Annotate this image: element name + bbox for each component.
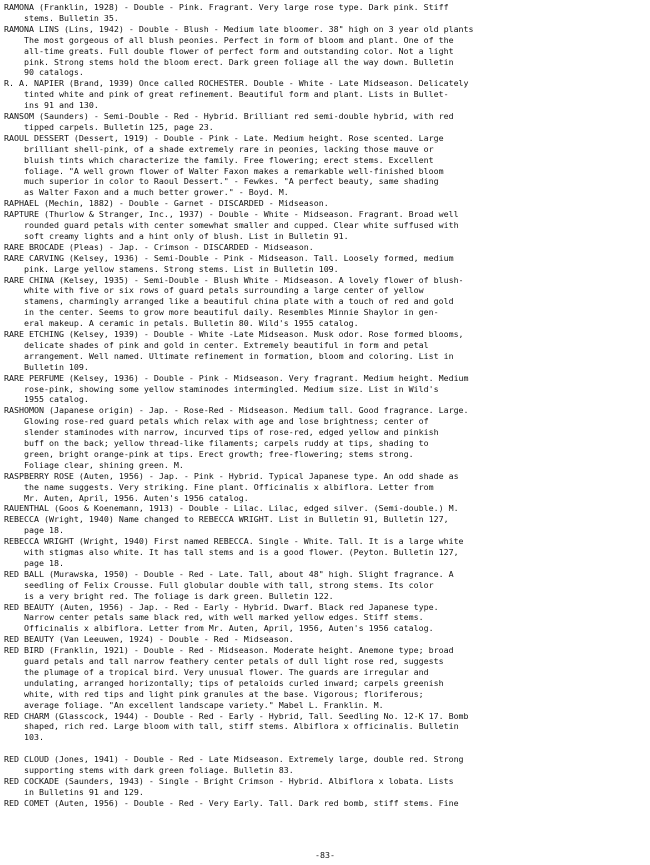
text-line: white with five or six rows of guard petals surrounding a large center of yellow [4, 285, 424, 296]
text-line: as Walter Faxon and a much better grower." - Boyd. M. [4, 187, 289, 198]
text-line: RASPBERRY ROSE (Auten, 1956) - Jap. - Pink - Hybrid. Typical Japanese type. An odd shade as [4, 470, 459, 481]
text-line: white, with red tips and light pink granules at the base. Vigorous; floriferous; [4, 688, 424, 699]
text-line: RARE CHINA (Kelsey, 1935) - Semi-Double - Blush White - Midseason. A lovely flower of blush- [4, 274, 464, 285]
text-line: RED CLOUD (Jones, 1941) - Double - Red - Late Midseason. Extremely large, double red. Strong [4, 754, 464, 765]
text-line: RARE ETCHING (Kelsey, 1939) - Double - White -Late Midseason. Musk odor. Rose formed blooms, [4, 329, 464, 339]
text-line: 90 catalogs. [4, 67, 84, 78]
text-line: RARE PERFUME (Kelsey, 1936) - Double - Pink - Midseason. Very fragrant. Medium height. Medium [4, 372, 469, 383]
text-line: RED BALL (Murawska, 1950) - Double - Red - Late. Tall, about 48" high. Slight fragrance. A [4, 568, 454, 579]
text-line: REBECCA (Wright, 1940) Name changed to REBECCA WRIGHT. List in Bulletin 91, Bulletin 127, [4, 514, 449, 525]
text-line: in the center. Seems to grow more beautiful daily. Resembles Minnie Shaylor in gen- [4, 307, 439, 318]
text-line: slender staminodes with narrow, incurved tips of rose-red, edged yellow and pinkish [4, 427, 439, 438]
text-line: RED CHARM (Glasscock, 1944) - Double - Red - Early - Hybrid, Tall. Seedling No. 12-K 17. Bomb [4, 710, 469, 721]
text-line: RED BEAUTY (Auten, 1956) - Jap. - Red - Early - Hybrid. Dwarf. Black red Japanese type. [4, 601, 439, 612]
text-line: rounded guard petals with center somewhat smaller and cupped. Clear white suffused with [4, 220, 459, 230]
text-line: rose-pink, showing some yellow staminodes intermingled. Medium size. List in Wild's [4, 383, 439, 394]
page-number: -83- [315, 850, 335, 860]
text-line: shaped, rich red. Large bloom with tall, stiff stems. Albiflora x officinalis. Bulletin [4, 721, 459, 732]
text-line: stamens, charmingly arranged like a beautiful china plate with a touch of red and gold [4, 296, 454, 307]
text-line: tinted white and pink of great refinement. Beautiful form and plant. Lists in Bullet- [4, 89, 449, 100]
text-line: bluish tints which characterize the family. Free flowering; erect stems. Excellent [4, 154, 434, 165]
text-line: guard petals and tall narrow feathery center petals of dull light rose red, suggests [4, 656, 444, 666]
text-line: soft creamy lights and a hint only of blush. List in Bulletin 91. [4, 230, 349, 241]
text-line: RASHOMON (Japanese origin) - Jap. - Rose-Red - Midseason. Medium tall. Good fragrance. Large. [4, 405, 469, 416]
text-line: is a very bright red. The foliage is dark green. Bulletin 122. [4, 590, 334, 601]
text-line: brilliant shell-pink, of a shade extremely rare in peonies, lacking those mauve or [4, 143, 434, 154]
text-line: Glowing rose-red guard petals which relax with age and lose brightness; center of [4, 416, 429, 427]
text-line: all-time greats. Full double flower of perfect form and outstanding color. Not a light [4, 45, 454, 56]
text-line: RAUENTHAL (Goos & Koenemann, 1913) - Double - Lilac. Lilac, edged silver. (Semi-double.) M. [4, 503, 459, 514]
text-line: RANSOM (Saunders) - Semi-Double - Red - Hybrid. Brilliant red semi-double hybrid, with red [4, 111, 454, 121]
text-line: RAPTURE (Thurlow & Stranger, Inc., 1937) - Double - White - Midseason. Fragrant. Broad well [4, 209, 459, 220]
text-line: arrangement. Well named. Ultimate refinement in formation, bloom and coloring. List in [4, 350, 454, 361]
text-line: foliage. "A well grown flower of Walter Faxon makes a remarkable well-finished bloom [4, 165, 444, 176]
text-line: RED COCKADE (Saunders, 1943) - Single - Bright Crimson - Hybrid. Albiflora x lobata. Lists [4, 775, 454, 786]
text-line: in Bulletins 91 and 129. [4, 786, 144, 797]
text-line: average foliage. "An excellent landscape variety." Mabel L. Franklin. M. [4, 699, 384, 710]
text-line: RAMONA (Franklin, 1928) - Double - Pink. Fragrant. Very large rose type. Dark pink. Stiff [4, 2, 449, 12]
text-line: RED BIRD (Franklin, 1921) - Double - Red - Midseason. Moderate height. Anemone type; broad [4, 645, 454, 656]
text-line: Mr. Auten, April, 1956. Auten's 1956 catalog. [4, 492, 249, 503]
text-line: RARE CARVING (Kelsey, 1936) - Semi-Double - Pink - Midseason. Tall. Loosely formed, medium [4, 252, 454, 263]
text-line: with stigmas also white. It has tall stems and is a good flower. (Peyton. Bulletin 127, [4, 547, 459, 557]
text-line: ins 91 and 130. [4, 100, 99, 111]
text-line: the plumage of a tropical bird. Very unusual flower. The guards are irregular and [4, 666, 429, 677]
text-line: REBECCA WRIGHT (Wright, 1940) First named REBECCA. Single - White. Tall. It is a large white [4, 536, 464, 547]
text-line: page 18. [4, 525, 64, 536]
text-line: RED COMET (Auten, 1956) - Double - Red - Very Early. Tall. Dark red bomb, stiff stems. Fine [4, 797, 459, 808]
text-line: Bulletin 109. [4, 361, 89, 372]
text-line: R. A. NAPIER (Brand, 1939) Once called ROCHESTER. Double - White - Late Midseason. Delicately [4, 78, 469, 89]
text-line: RAMONA LINS (Lins, 1942) - Double - Blush - Medium late bloomer. 38" high on 3 year old plants [4, 23, 474, 34]
text-line: pink. Strong stems hold the bloom erect. Dark green foliage all the way down. Bulletin [4, 56, 454, 67]
text-line: RAOUL DESSERT (Dessert, 1919) - Double - Pink - Late. Medium height. Rose scented. Large [4, 132, 444, 143]
text-line: RED BEAUTY (Van Leeuwen, 1924) - Double - Red - Midseason. [4, 634, 294, 645]
text-line: supporting stems with dark green foliage. Bulletin 83. [4, 765, 294, 775]
text-line: Officinalis x albiflora. Letter from Mr. Auten, April, 1956, Auten's 1956 catalog. [4, 623, 434, 634]
text-line: delicate shades of pink and gold in center. Extremely beautiful in form and petal [4, 339, 429, 350]
text-line: undulating, arranged horizontally; tips of petaloids curled inward; carpels greenish [4, 677, 444, 688]
text-line: page 18. [4, 557, 64, 568]
text-line: tipped carpels. Bulletin 125, page 23. [4, 121, 214, 132]
text-line: seedling of Felix Crousse. Full globular double with tall, strong stems. Its color [4, 579, 434, 590]
text-line: 103. [4, 732, 44, 743]
text-line: pink. Large yellow stamens. Strong stems. List in Bulletin 109. [4, 263, 339, 274]
text-line: RAPHAEL (Mechin, 1882) - Double - Garnet - DISCARDED - Midseason. [4, 198, 329, 209]
text-line: 1955 catalog. [4, 394, 89, 405]
text-line: much superior in color to Raoul Dessert." - Fewkes. "A perfect beauty, same shading [4, 176, 439, 187]
text-line: RARE BROCADE (Pleas) - Jap. - Crimson - DISCARDED - Midseason. [4, 241, 314, 252]
text-line: the name suggests. Very striking. Fine plant. Officinalis x albiflora. Letter from [4, 481, 434, 492]
text-line: buff on the back; yellow thread-like filaments; carpels ruddy at tips, shading to [4, 438, 429, 448]
text-line: stems. Bulletin 35. [4, 12, 119, 23]
text-line: The most gorgeous of all blush peonies. Perfect in form of bloom and plant. One of the [4, 34, 454, 45]
text-line: green, bright orange-pink at tips. Erect growth; free-flowering; stems strong. [4, 448, 414, 459]
text-line: Narrow center petals same black red, with well marked yellow edges. Stiff stems. [4, 612, 424, 623]
text-line: Foliage clear, shining green. M. [4, 459, 184, 470]
text-line: eral makeup. A ceramic in petals. Bulletin 80. Wild's 1955 catalog. [4, 318, 359, 329]
